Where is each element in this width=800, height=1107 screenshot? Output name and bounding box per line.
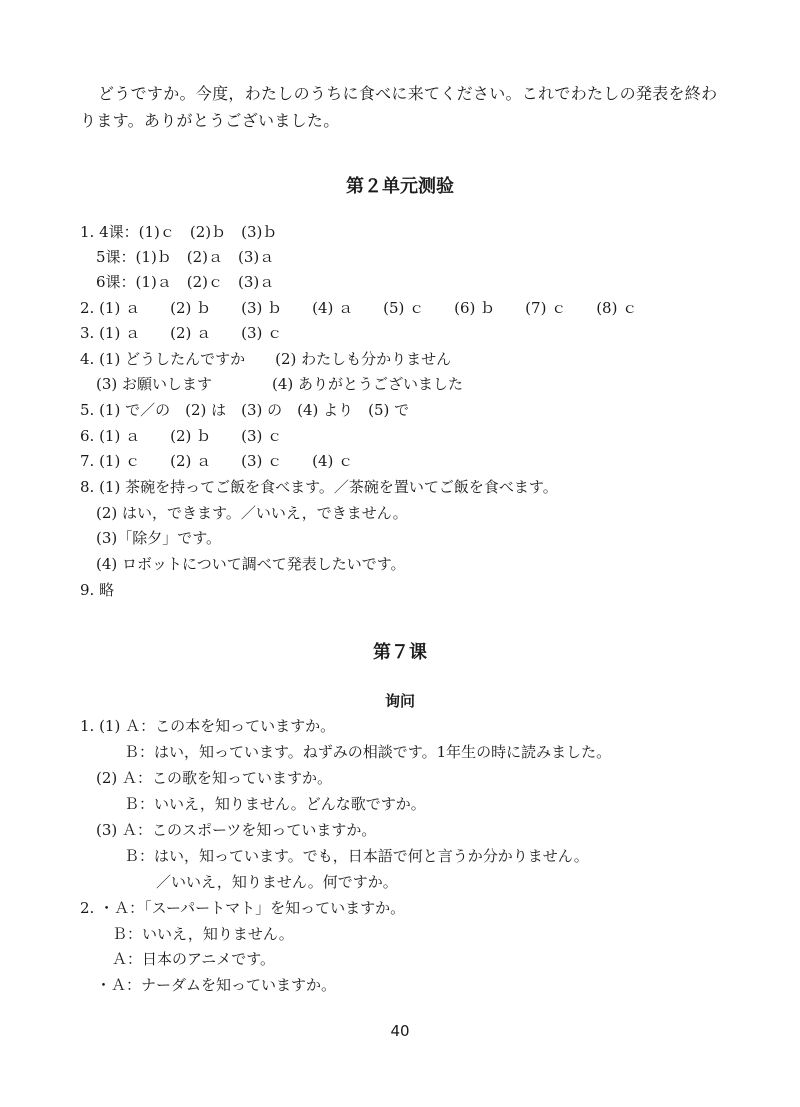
- answer-line: Ｂ：はい，知っています。でも，日本語で何と言うか分かりません。: [124, 847, 589, 865]
- answer-line: ・Ａ：ナーダムを知っていますか。: [96, 976, 337, 994]
- answer-line: (3) お願いします (4) ありがとうございました: [96, 375, 464, 393]
- answer-line: (2) はい，できます。／いいえ，できません。: [96, 504, 408, 522]
- answer-line: Ａ：日本のアニメです。: [112, 950, 276, 968]
- answer-line: (4) ロボットについて調べて発表したいです。: [96, 555, 406, 573]
- answer-line: Ｂ：いいえ，知りません。: [112, 925, 294, 943]
- answer-line: 9. 略: [80, 581, 115, 599]
- lesson7-section-title: 询问: [384, 692, 415, 710]
- answer-line: 5课：(1)ｂ (2)ａ (3)ａ: [96, 248, 275, 266]
- lesson7-title: 第７课: [373, 642, 427, 663]
- answer-line: 6课：(1)ａ (2)ｃ (3)ａ: [96, 273, 275, 291]
- answer-line: 4. (1) どうしたんですか (2) わたしも分かりません: [80, 350, 452, 368]
- answer-line: (3) Ａ：このスポーツを知っていますか。: [96, 821, 377, 839]
- answer-line: 8. (1) 茶碗を持ってご飯を食べます。／茶碗を置いてご飯を食べます。: [80, 478, 558, 496]
- answer-line: (3)「除夕」です。: [96, 529, 222, 547]
- answer-line: ／いいえ，知りません。何ですか。: [156, 873, 398, 891]
- answer-line: 2. (1) ａ (2) ｂ (3) ｂ (4) ａ (5) ｃ (6) ｂ (7) ｃ (8) ｃ: [80, 299, 638, 317]
- answer-line: 2. ・Ａ：「スーパートマト」を知っていますか。: [80, 899, 406, 917]
- answer-line: Ｂ：いいえ，知りません。どんな歌ですか。: [124, 795, 426, 813]
- answer-line: Ｂ：はい，知っています。ねずみの相談です。1年生の時に読みました。: [124, 743, 612, 761]
- page-number: 40: [390, 1022, 410, 1040]
- answer-line: (2) Ａ：この歌を知っていますか。: [96, 769, 333, 787]
- answer-line: 1. (1) Ａ：この本を知っていますか。: [80, 717, 336, 735]
- answer-line: 1. 4课：(1)ｃ (2)ｂ (3)ｂ: [80, 223, 278, 241]
- answer-line: 5. (1) で／の (2) は (3) の (4) より (5) で: [80, 401, 410, 419]
- answer-line: 3. (1) ａ (2) ａ (3) ｃ: [80, 324, 283, 342]
- unit2-title: 第２单元测验: [346, 176, 454, 197]
- intro-paragraph: どうですか。今度，わたしのうちに食べに来てください。これでわたしの発表を終わります。ありがとうございました。: [80, 84, 718, 130]
- answer-line: 7. (1) ｃ (2) ａ (3) ｃ (4) ｃ: [80, 452, 354, 470]
- answer-line: 6. (1) ａ (2) ｂ (3) ｃ: [80, 427, 283, 445]
